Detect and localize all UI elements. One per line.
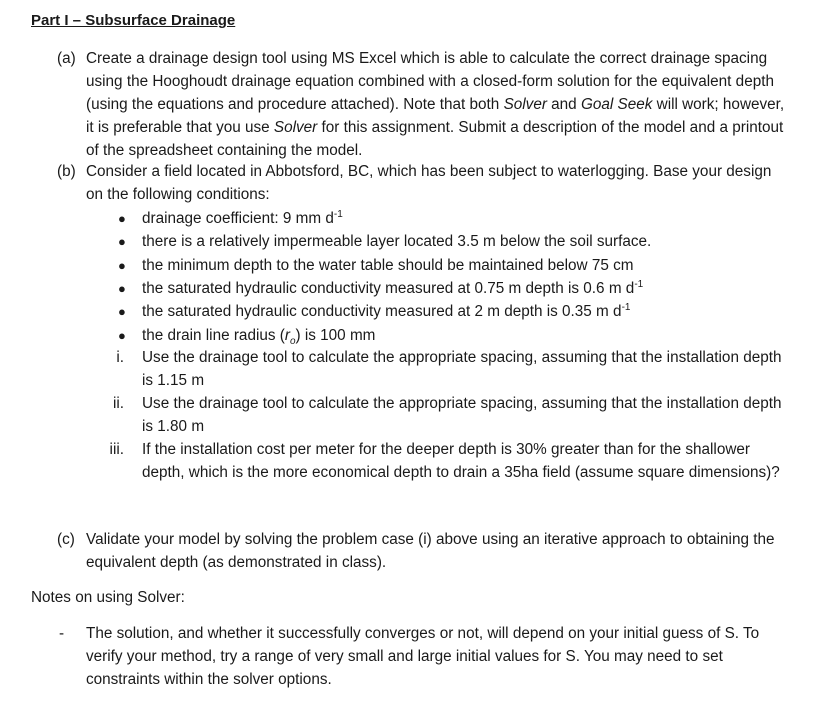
item-iii-text: If the installation cost per meter for the deeper depth is 30% greater than for the shallower depth, which is the more economical depth to drain a 35ha field (assume square dimensions)? <box>142 441 780 481</box>
part-b-intro: Consider a field located in Abbotsford, BC, which has been subject to waterlogging. Base your design on the following conditions: <box>86 163 772 203</box>
goal-seek-term: Goal Seek <box>580 96 653 113</box>
item-i-label: i. <box>116 349 124 366</box>
bullet-icon: ● <box>118 258 126 273</box>
bullet-icon: ● <box>118 328 126 343</box>
part-b-label: (b) <box>57 163 76 180</box>
item-i-text: Use the drainage tool to calculate the appropriate spacing, assuming that the installation depth is 1.15 m <box>142 349 782 389</box>
dash-marker: - <box>59 625 65 642</box>
solver-term: Solver <box>503 96 547 113</box>
notes-heading: Notes on using Solver: <box>31 589 185 606</box>
item-ii-label: ii. <box>112 395 124 412</box>
item-ii-text: Use the drainage tool to calculate the appropriate spacing, assuming that the installation depth is 1.80 m <box>142 395 782 435</box>
condition-conductivity-2m: the saturated hydraulic conductivity measured at 2 m depth is 0.35 m $d^{-1}$ <box>142 302 631 320</box>
condition-impermeable-layer: there is a relatively impermeable layer located 3.5 m below the soil surface. <box>142 233 652 250</box>
bullet-icon: ● <box>118 281 126 296</box>
solver-term: Solver <box>273 119 318 136</box>
condition-drainage-coefficient: drainage coefficient: 9 mm $d^{-1}$ <box>142 209 343 227</box>
page-title: Part I – Subsurface Drainage <box>31 12 236 29</box>
part-c-text: Validate your model by solving the problem case (i) above using an iterative approach to obtaining the equivalent depth (as demonstrated in class). <box>86 531 775 571</box>
part-c-label: (c) <box>57 531 75 548</box>
notes-text: The solution, and whether it successfully converges or not, will depend on your initial guess of S. To verify your method, try a range of very small and large initial values for S. You may need to set constraints within the solver options. <box>86 625 760 688</box>
bullet-icon: ● <box>118 211 126 226</box>
condition-drain-radius: the drain line radius $(r_o)$ is 100 mm <box>142 327 376 348</box>
part-a-text: Create a drainage design tool using MS Excel which is able to calculate the correct drainage spacing using the Hooghoudt drainage equation combined with a closed-form solution for the equivalent depth (using the equations and procedure attached). Note that both Solver and Goal Seek will work; however, it is preferable that you use Solver for this assignment. Submit a description of the model and a printout of the spreadsheet containing the model. <box>86 50 785 159</box>
item-iii-label: iii. <box>109 441 124 458</box>
bullet-icon: ● <box>118 234 126 249</box>
bullet-icon: ● <box>118 304 126 319</box>
condition-water-table: the minimum depth to the water table should be maintained below 75 cm <box>142 257 634 274</box>
condition-conductivity-075: the saturated hydraulic conductivity measured at 0.75 m depth is 0.6 m $d^{-1}$ <box>142 279 644 297</box>
part-a-label: (a) <box>57 50 76 67</box>
